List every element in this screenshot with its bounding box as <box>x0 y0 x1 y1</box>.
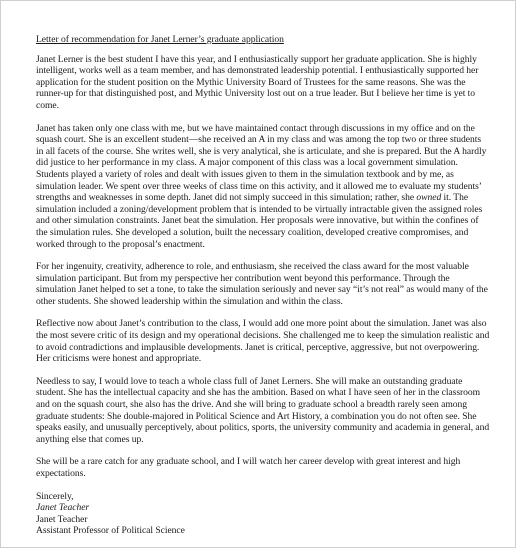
letter-title: Letter of recommendation for Janet Lerner’s graduate application <box>36 34 284 45</box>
closing-salutation: Sincerely, <box>36 490 74 502</box>
paragraph-award: For her ingenuity, creativity, adherence to role, and enthusiasm, she received the class award for the most valuable simulation participant. But from my perspective her contribution went beyond this performance. Through the simulation Janet helped to set a tone, to take the simulation seriously and never say “it’s not real” as would many of the other students. She showed leadership within the simulation and within the class. <box>36 261 488 307</box>
letter-page <box>36 34 490 537</box>
paragraph-conclusion: She will be a rare catch for any graduate school, and I will watch her career develop with great interest and high expectations. <box>36 456 461 479</box>
paragraph-class-performance: Janet has taken only one class with me, but we have maintained contact through discussions in my office and on the squash court. She is an excellent student—she received an A in my class and was among the top two or three students in all facets of the course. She writes well, she is very analytical, she is articulate, and she is prepared. But the A hardly did justice to her performance in my class. A major component of this class was a local government simulation. Students played a variety of roles and dealt with issues given to them in the simulation textbook and by me, as simulation leader. We spent over three weeks of class time on this activity, and it allowed me to evaluate my students’ strengths and weaknesses in some depth. Janet did not simply succeed in this simulation; rather, she owned it. The simulation included a zoning/development problem that is intended to be virtually intractable given the assigned roles and other simulation constraints. Janet beat the simulation. Her proposals were innovative, but within the confines of the simulation rules. She developed a solution, built the necessary coalition, developed creative compromises, and worked through to the proposal’s enactment. <box>36 122 487 250</box>
handwritten-signature: Janet Teacher <box>36 502 90 514</box>
paragraph-graduate-potential: Needless to say, I would love to teach a whole class full of Janet Lerners. She will make an outstanding graduate student. She has the intellectual capacity and she has the ambition. Based on what I have seen of her in the classroom and on the squash court, she also has the drive. And she will bring to graduate school a breadth rarely seen among graduate students: She double-majored in Political Science and Art History, a combination you do not often see. She speaks easily, and unusually perceptively, about politics, sports, the university community and academia in general, and anything else that comes up. <box>36 375 490 445</box>
paragraph-critic: Reflective now about Janet’s contribution to the class, I would add one more point about the simulation. Janet was also the most severe critic of its design and my operational decisions. She challenged me to keep the simulation realistic and to avoid contradictions and implausible developments. Janet is critical, perceptive, aggressive, but not overpowering. Her criticisms were honest and appropriate. <box>36 318 490 365</box>
emphasis-owned: owned <box>416 192 442 204</box>
signature-block <box>36 491 490 537</box>
signer-title: Assistant Professor of Political Science <box>36 525 185 537</box>
paragraph-intro: Janet Lerner is the best student I have this year, and I enthusiastically support her graduate application. She is highly intelligent, works well as a team member, and has demonstrated leadership potential. I enthusiastically supported her application for the student position on the Mythic University Board of Trustees for the same reasons. She was the runner-up for that distinguished post, and Mythic University lost out on a true leader. But I believe her time is yet to come. <box>36 53 479 111</box>
signer-name: Janet Teacher <box>36 513 88 525</box>
